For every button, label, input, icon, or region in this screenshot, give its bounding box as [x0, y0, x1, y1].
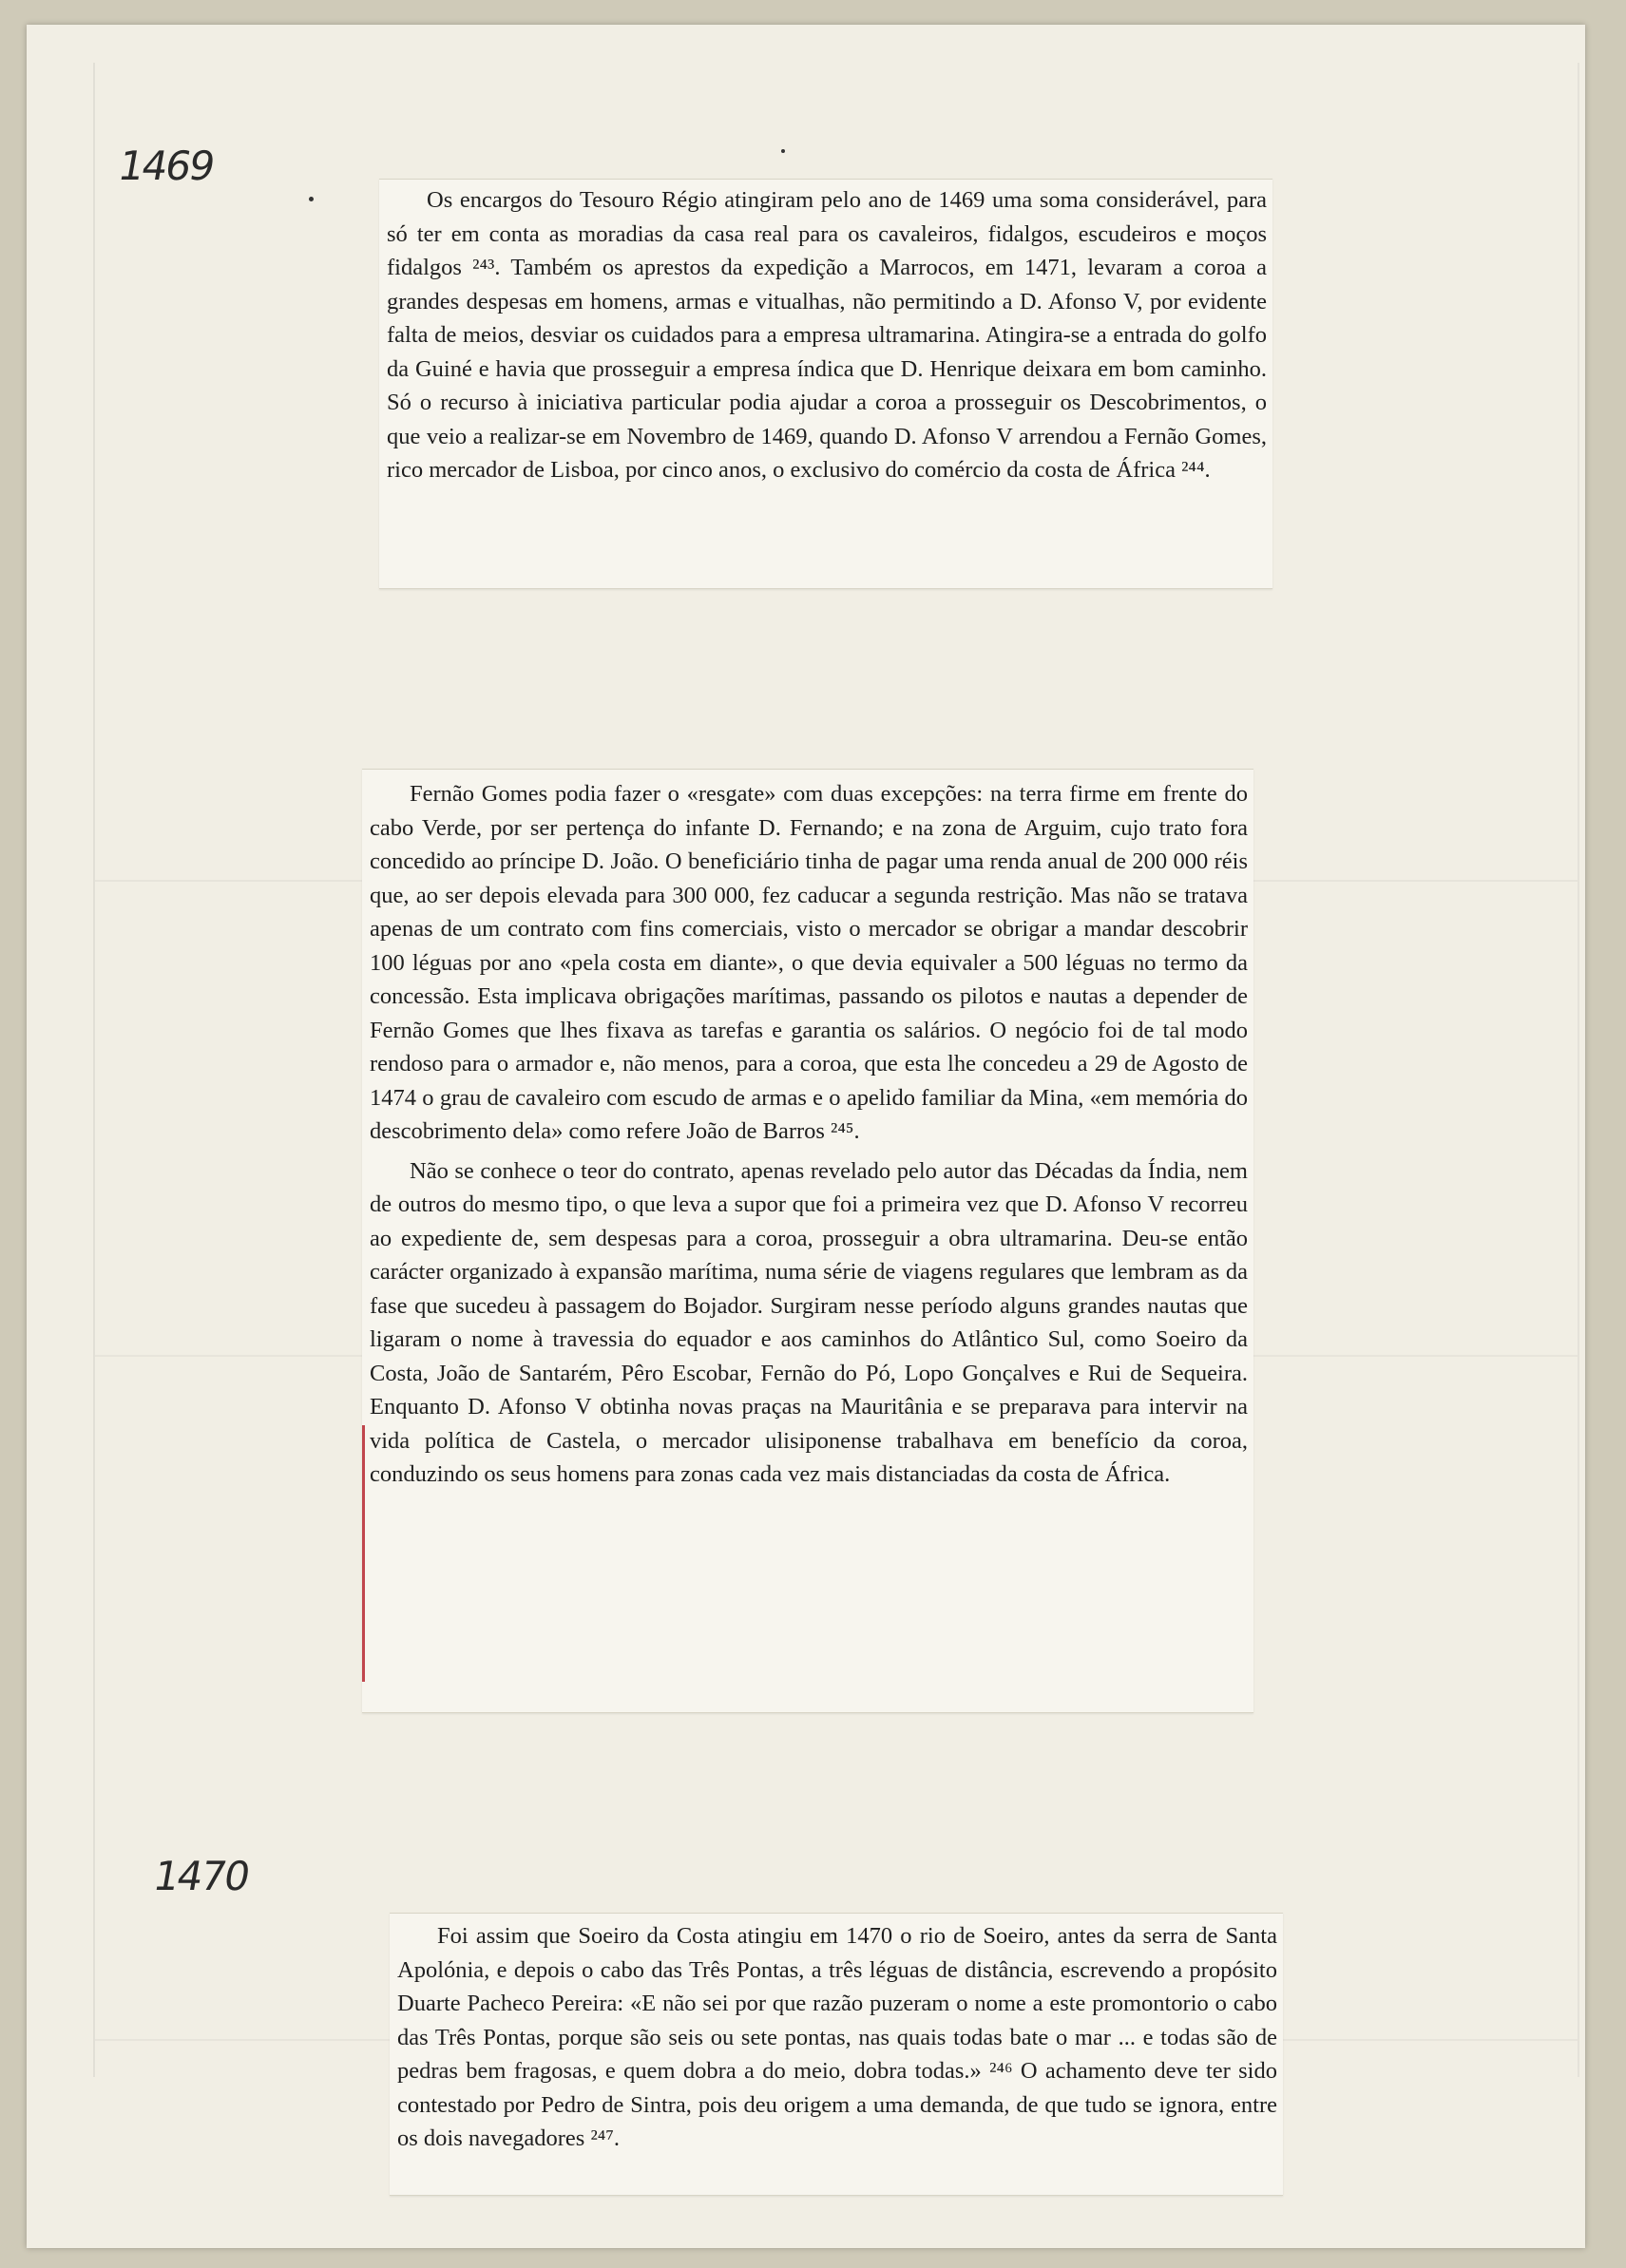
- handwritten-year-1470: 1470: [149, 1853, 253, 1899]
- margin-dot: [309, 197, 314, 201]
- margin-red-bracket: [362, 1425, 365, 1682]
- paragraph: Fernão Gomes podia fazer o «resgate» com duas excepções: na terra firme em frente do cabo Verde, por ser pertença do infante D. Fernando; e na zona de Arguim, cujo trato fora concedido ao príncipe D. João. O beneficiário tinha de pagar uma renda anual de 200 000 réis que, ao ser depois elevada para 300 000, fez caducar a segunda restrição. Mas não se tratava apenas de um contrato com fins comerciais, visto o mercador se obrigar a mandar descobrir 100 léguas por ano «pela costa em diante», o que devia equivaler a 500 léguas no termo da concessão. Esta implicava obrigações marítimas, passando os pilotos e nautas a depender de Fernão Gomes que lhes fixava as tarefas e garantia os salários. O negócio foi de tal modo rendoso para o armador e, não menos, para a coroa, que esta lhe concedeu a 29 de Agosto de 1474 o grau de cavaleiro com escudo de armas e o apelido familiar da Mina, «em memória do descobrimento dela» como refere João de Barros ²⁴⁵.: [370, 781, 1248, 1144]
- margin-dot-top: [781, 149, 785, 153]
- text-clipping-2: [362, 769, 1253, 1713]
- text-clipping-1: [379, 179, 1272, 589]
- paragraph: Os encargos do Tesouro Régio atingiram pelo ano de 1469 uma soma considerável, para só ter em conta as moradias da casa real para os cavaleiros, fidalgos, escudeiros e moços fidalgos ²⁴³. Também os aprestos da expedição a Marrocos, em 1471, levaram a coroa a grandes despesas em homens, armas e vitualhas, não permitindo a D. Afonso V, por evidente falta de meios, desviar os cuidados para a empresa ultramarina. Atingira-se a entrada do golfo da Guiné e havia que prosseguir a empresa índica que D. Henrique deixara em bom caminho. Só o recurso à iniciativa particular podia ajudar a coroa a prosseguir os Descobrimentos, o que veio a realizar-se em Novembro de 1469, quando D. Afonso V arrendou a Fernão Gomes, rico mercador de Lisboa, por cinco anos, o exclusivo do comércio da costa de África ²⁴⁴.: [387, 187, 1267, 483]
- paragraph: Não se conhece o teor do contrato, apenas revelado pelo autor das Décadas da Índia, nem de outros do mesmo tipo, o que leva a supor que foi a primeira vez que D. Afonso V recorreu ao expediente de, sem despesas para a coroa, prosseguir a obra ultramarina. Deu-se então carácter organizado à expansão marítima, numa série de viagens regulares que lembram as da fase que sucedeu à passagem do Bojador. Surgiram nesse período alguns grandes nautas que ligaram o nome à travessia do equador e aos caminhos do Atlântico Sul, como Soeiro da Costa, João de Santarém, Pêro Escobar, Fernão do Pó, Lopo Gonçalves e Rui de Sequeira. Enquanto D. Afonso V obtinha novas praças na Mauritânia e se preparava para intervir na vida política de Castela, o mercador ulisiponense trabalhava em benefício da coroa, conduzindo os seus homens para zonas cada vez mais distanciadas da costa de África.: [370, 1157, 1248, 1487]
- paragraph: Foi assim que Soeiro da Costa atingiu em 1470 o rio de Soeiro, antes da serra de Santa Apolónia, e depois o cabo das Três Pontas, a três léguas de distância, escrevendo a propósito Duarte Pacheco Pereira: «E não sei por que razão puzeram o nome a este promontorio o cabo das Três Pontas, porque são seis ou sete pontas, nas quais todas bate o mar ... e todas são de pedras bem fragosas, e quem dobra a do meio, dobra todas.» ²⁴⁶ O achamento deve ter sido contestado por Pedro de Sintra, pois deu origem a uma demanda, de que tudo se ignora, entre os dois navegadores ²⁴⁷.: [397, 1923, 1277, 2151]
- text-clipping-3: [390, 1913, 1283, 2196]
- handwritten-year-1469: 1469: [114, 143, 218, 189]
